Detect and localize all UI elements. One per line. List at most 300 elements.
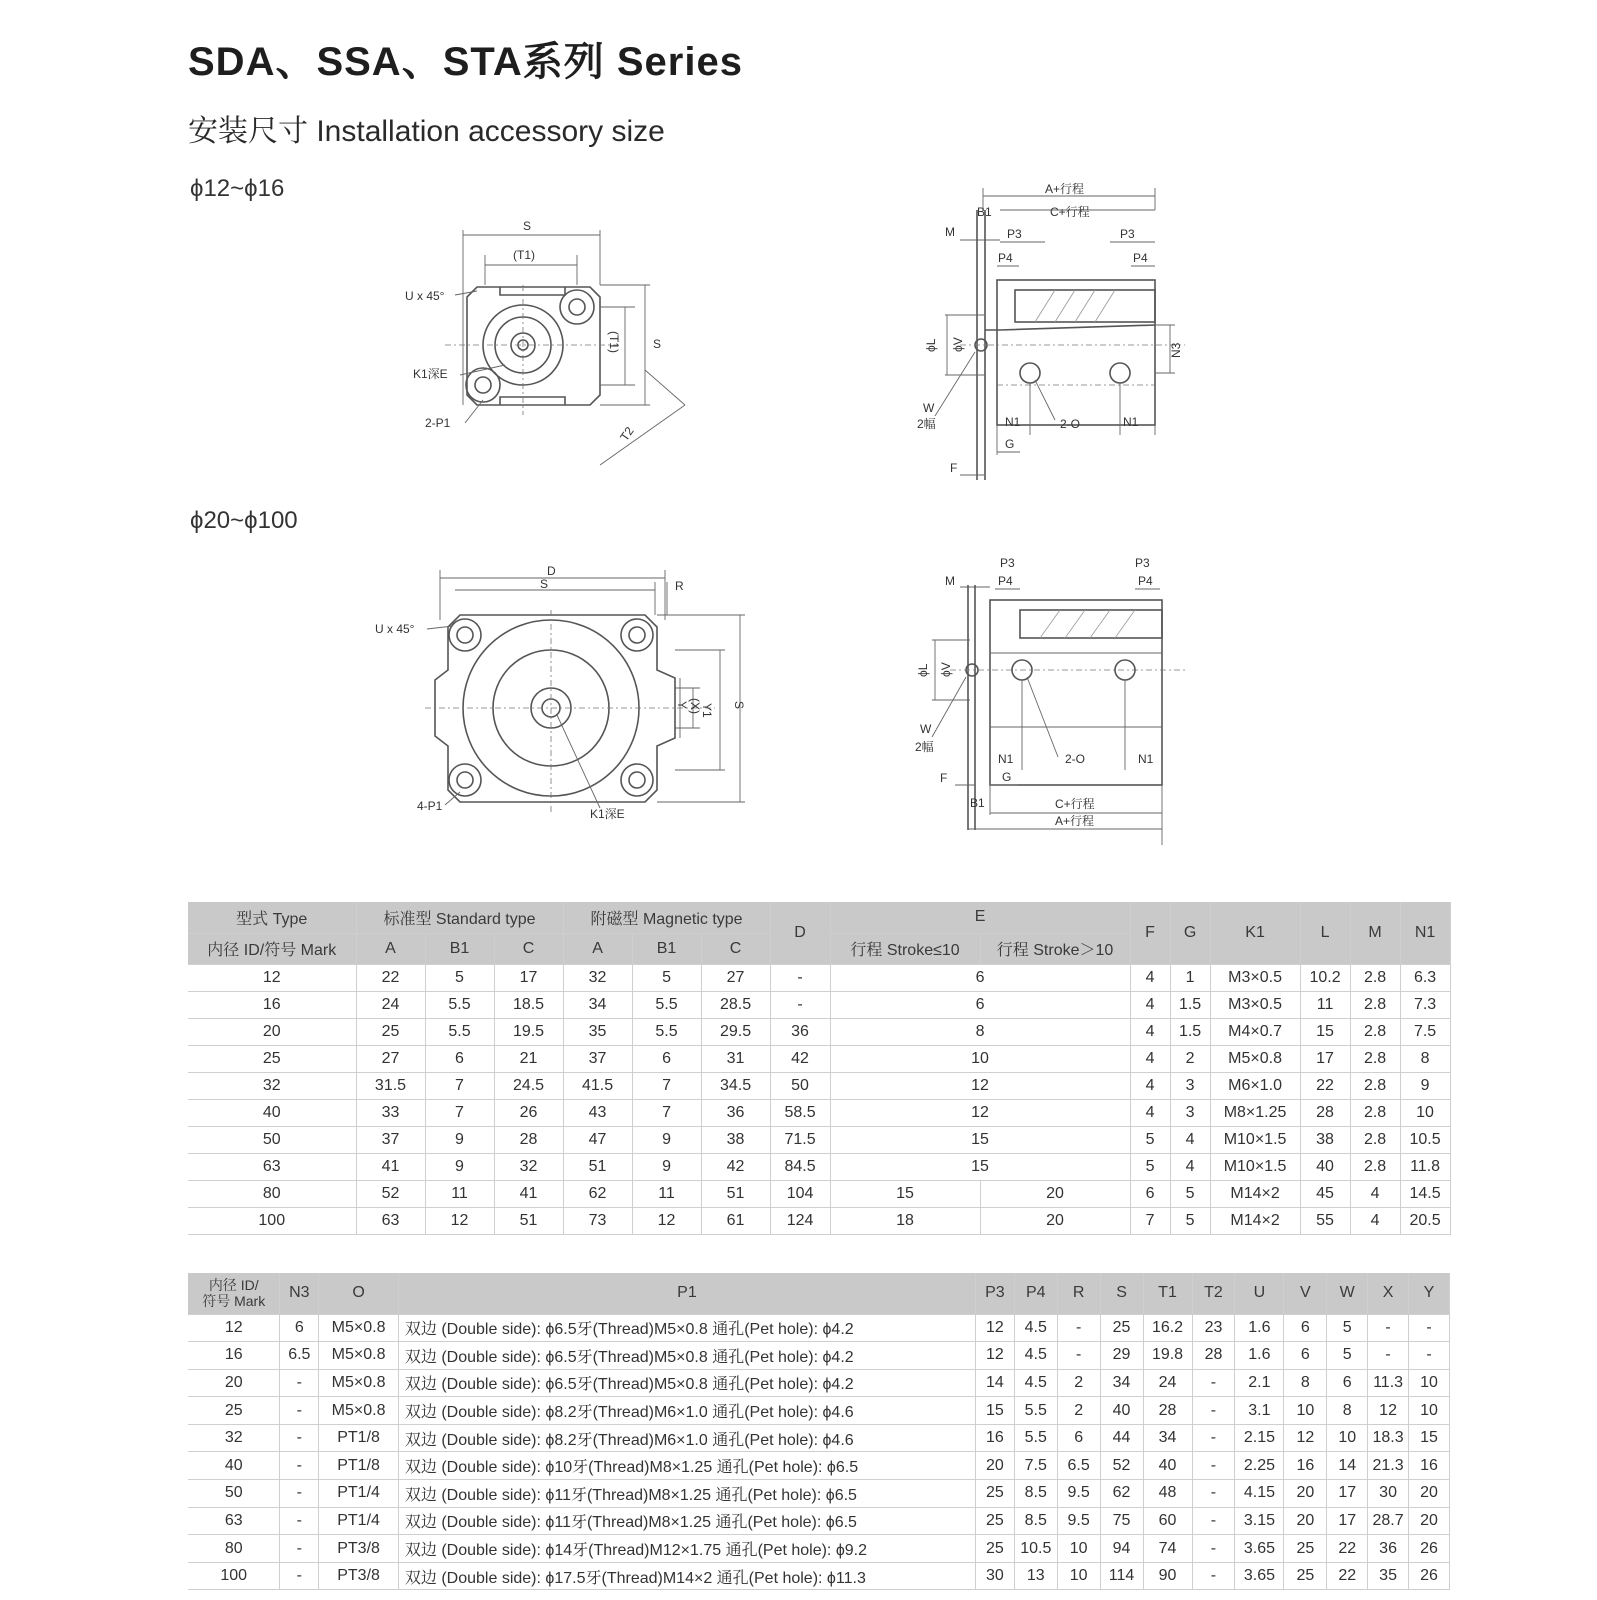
cell-sc: 41 bbox=[494, 1180, 563, 1207]
cell-s: 114 bbox=[1100, 1562, 1143, 1590]
cell-m: 2.8 bbox=[1350, 1126, 1400, 1153]
col-k1: K1 bbox=[1210, 902, 1300, 964]
cell-g: 5 bbox=[1170, 1207, 1210, 1234]
label-s-side: S bbox=[653, 337, 662, 351]
cell-y: 15 bbox=[1409, 1424, 1450, 1452]
page-subtitle: 安装尺寸 Installation accessory size bbox=[188, 115, 665, 148]
cell-ma: 43 bbox=[563, 1099, 632, 1126]
cell-r: 10 bbox=[1057, 1535, 1100, 1563]
cell-m: 2.8 bbox=[1350, 964, 1400, 991]
cell-id: 12 bbox=[188, 1314, 280, 1342]
cell-y: 10 bbox=[1409, 1369, 1450, 1397]
cell-p3: 20 bbox=[976, 1452, 1015, 1480]
section-label-small-bore: ϕ12~ϕ16 bbox=[190, 175, 285, 202]
cell-e: 6 bbox=[830, 991, 1130, 1018]
cell-t1: 16.2 bbox=[1143, 1314, 1192, 1342]
cell-o: PT3/8 bbox=[319, 1535, 399, 1563]
cell-s: 34 bbox=[1100, 1369, 1143, 1397]
table-row bbox=[188, 1342, 1450, 1370]
cell-e: 12 bbox=[830, 1099, 1130, 1126]
col2-p1: P1 bbox=[398, 1273, 975, 1314]
cell-ma: 51 bbox=[563, 1153, 632, 1180]
cell-x: 11.3 bbox=[1368, 1369, 1409, 1397]
cell-sb: 5 bbox=[425, 964, 494, 991]
cell-f: 6 bbox=[1130, 1180, 1170, 1207]
col2-p3: P3 bbox=[976, 1273, 1015, 1314]
cell-sb: 11 bbox=[425, 1180, 494, 1207]
cell-d: 104 bbox=[770, 1180, 830, 1207]
cell-sc: 26 bbox=[494, 1099, 563, 1126]
label-p4-right-large: P4 bbox=[1138, 574, 1153, 588]
cell-k1: M3×0.5 bbox=[1210, 991, 1300, 1018]
cell-l: 10.2 bbox=[1300, 964, 1350, 991]
cell-x: 36 bbox=[1368, 1535, 1409, 1563]
cell-n3: - bbox=[280, 1452, 319, 1480]
cell-y: 26 bbox=[1409, 1562, 1450, 1590]
cell-r: - bbox=[1057, 1314, 1100, 1342]
cell-s: 25 bbox=[1100, 1314, 1143, 1342]
label-b1-top: B1 bbox=[977, 205, 992, 219]
cell-n1: 14.5 bbox=[1400, 1180, 1450, 1207]
col-g: G bbox=[1170, 902, 1210, 964]
cell-sa: 52 bbox=[356, 1180, 425, 1207]
cell-f: 7 bbox=[1130, 1207, 1170, 1234]
cell-l: 38 bbox=[1300, 1126, 1350, 1153]
cell-p4: 5.5 bbox=[1014, 1397, 1057, 1425]
cell-t1: 19.8 bbox=[1143, 1342, 1192, 1370]
table-row bbox=[188, 1369, 1450, 1397]
cell-d: 36 bbox=[770, 1018, 830, 1045]
cell-v: 12 bbox=[1284, 1424, 1327, 1452]
cell-ma: 41.5 bbox=[563, 1072, 632, 1099]
col-l: L bbox=[1300, 902, 1350, 964]
cell-d: - bbox=[770, 964, 830, 991]
col-n1: N1 bbox=[1400, 902, 1450, 964]
cell-sb: 6 bbox=[425, 1045, 494, 1072]
cell-p1: 双边 (Double side): ϕ6.5牙(Thread)M5×0.8 通孔(Pet hole): ϕ4.2 bbox=[398, 1314, 975, 1342]
cell-sa: 22 bbox=[356, 964, 425, 991]
table-row bbox=[188, 991, 1450, 1018]
cell-r: 10 bbox=[1057, 1562, 1100, 1590]
table-row bbox=[188, 1480, 1450, 1508]
cell-m: 4 bbox=[1350, 1180, 1400, 1207]
cell-l: 45 bbox=[1300, 1180, 1350, 1207]
cell-mb: 5.5 bbox=[632, 1018, 701, 1045]
label-g-small: G bbox=[1005, 437, 1015, 451]
cell-f: 4 bbox=[1130, 991, 1170, 1018]
cell-t1: 28 bbox=[1143, 1397, 1192, 1425]
label-c-stroke-top: C+行程 bbox=[1050, 205, 1090, 219]
col2-v: V bbox=[1284, 1273, 1327, 1314]
cell-w: 14 bbox=[1327, 1452, 1368, 1480]
cell-f: 5 bbox=[1130, 1126, 1170, 1153]
cell-sc: 24.5 bbox=[494, 1072, 563, 1099]
cell-w: 5 bbox=[1327, 1342, 1368, 1370]
cell-p4: 8.5 bbox=[1014, 1480, 1057, 1508]
cell-l: 40 bbox=[1300, 1153, 1350, 1180]
label-f-large: F bbox=[940, 771, 948, 785]
table-row bbox=[188, 1314, 1450, 1342]
col-mag-b1: B1 bbox=[632, 933, 701, 964]
cell-r: 6 bbox=[1057, 1424, 1100, 1452]
cell-mb: 7 bbox=[632, 1072, 701, 1099]
cell-d: 42 bbox=[770, 1045, 830, 1072]
cell-id: 12 bbox=[188, 964, 356, 991]
cell-s: 62 bbox=[1100, 1480, 1143, 1508]
cell-w: 17 bbox=[1327, 1507, 1368, 1535]
cell-p3: 15 bbox=[976, 1397, 1015, 1425]
cell-l: 22 bbox=[1300, 1072, 1350, 1099]
cell-n3: - bbox=[280, 1397, 319, 1425]
label-w2-small: 2幅 bbox=[917, 417, 936, 431]
label-c-stroke-bottom: C+行程 bbox=[1055, 797, 1095, 811]
cell-o: M5×0.8 bbox=[319, 1369, 399, 1397]
cell-v: 20 bbox=[1284, 1480, 1327, 1508]
cell-g: 3 bbox=[1170, 1072, 1210, 1099]
label-l-small: ϕL bbox=[924, 338, 938, 352]
cell-n1: 7.5 bbox=[1400, 1018, 1450, 1045]
label-p3-left: P3 bbox=[1007, 227, 1022, 241]
drawing-side-small bbox=[905, 180, 1205, 490]
cell-p3: 14 bbox=[976, 1369, 1015, 1397]
cell-y: 16 bbox=[1409, 1452, 1450, 1480]
col2-s: S bbox=[1100, 1273, 1143, 1314]
cell-o: PT1/8 bbox=[319, 1424, 399, 1452]
cell-o: PT3/8 bbox=[319, 1562, 399, 1590]
cell-sc: 32 bbox=[494, 1153, 563, 1180]
cell-d: 58.5 bbox=[770, 1099, 830, 1126]
cell-t1: 60 bbox=[1143, 1507, 1192, 1535]
cell-p1: 双边 (Double side): ϕ8.2牙(Thread)M6×1.0 通孔(Pet hole): ϕ4.6 bbox=[398, 1424, 975, 1452]
col-f: F bbox=[1130, 902, 1170, 964]
cell-t2: 23 bbox=[1192, 1314, 1235, 1342]
cell-r: 9.5 bbox=[1057, 1480, 1100, 1508]
cell-d: 50 bbox=[770, 1072, 830, 1099]
label-v-small: ϕV bbox=[951, 337, 965, 352]
cell-k1: M5×0.8 bbox=[1210, 1045, 1300, 1072]
cell-mc: 34.5 bbox=[701, 1072, 770, 1099]
label-2o-large: 2-O bbox=[1065, 752, 1086, 766]
cell-p4: 7.5 bbox=[1014, 1452, 1057, 1480]
cell-e-stroke-gt: 20 bbox=[980, 1180, 1130, 1207]
cell-e: 10 bbox=[830, 1045, 1130, 1072]
cell-n1: 11.8 bbox=[1400, 1153, 1450, 1180]
col-e-stroke-gt: 行程 Stroke＞10 bbox=[980, 933, 1130, 964]
cell-sc: 51 bbox=[494, 1207, 563, 1234]
cell-sa: 31.5 bbox=[356, 1072, 425, 1099]
cell-x: 18.3 bbox=[1368, 1424, 1409, 1452]
label-m-large: M bbox=[945, 574, 955, 588]
cell-ma: 73 bbox=[563, 1207, 632, 1234]
cell-e-stroke-le: 18 bbox=[830, 1207, 980, 1234]
label-p3-left-large: P3 bbox=[1000, 556, 1015, 570]
cell-id: 50 bbox=[188, 1480, 280, 1508]
cell-v: 20 bbox=[1284, 1507, 1327, 1535]
col2-mark bbox=[188, 1273, 280, 1314]
table-row bbox=[188, 1045, 1450, 1072]
cell-n1: 10 bbox=[1400, 1099, 1450, 1126]
cell-s: 52 bbox=[1100, 1452, 1143, 1480]
cell-t1: 24 bbox=[1143, 1369, 1192, 1397]
cell-p1: 双边 (Double side): ϕ10牙(Thread)M8×1.25 通孔(Pet hole): ϕ6.5 bbox=[398, 1452, 975, 1480]
cell-t2: - bbox=[1192, 1369, 1235, 1397]
cell-p3: 12 bbox=[976, 1342, 1015, 1370]
cell-n1: 9 bbox=[1400, 1072, 1450, 1099]
cell-e: 15 bbox=[830, 1153, 1130, 1180]
cell-t1: 34 bbox=[1143, 1424, 1192, 1452]
col-std-b1: B1 bbox=[425, 933, 494, 964]
cell-x: - bbox=[1368, 1342, 1409, 1370]
cell-sa: 27 bbox=[356, 1045, 425, 1072]
cell-g: 1.5 bbox=[1170, 991, 1210, 1018]
cell-p1: 双边 (Double side): ϕ17.5牙(Thread)M14×2 通孔(Pet hole): ϕ11.3 bbox=[398, 1562, 975, 1590]
cell-t1: 74 bbox=[1143, 1535, 1192, 1563]
cell-l: 11 bbox=[1300, 991, 1350, 1018]
cell-p1: 双边 (Double side): ϕ11牙(Thread)M8×1.25 通孔(Pet hole): ϕ6.5 bbox=[398, 1507, 975, 1535]
label-2o-small: 2-O bbox=[1060, 417, 1081, 431]
label-w2-large: 2幅 bbox=[915, 740, 934, 754]
label-s-large: S bbox=[540, 577, 549, 591]
cell-o: M5×0.8 bbox=[319, 1314, 399, 1342]
cell-w: 22 bbox=[1327, 1535, 1368, 1563]
cell-mc: 29.5 bbox=[701, 1018, 770, 1045]
drawing-front-small bbox=[405, 215, 720, 490]
cell-mc: 42 bbox=[701, 1153, 770, 1180]
label-u45: U x 45° bbox=[405, 289, 445, 303]
cell-w: 22 bbox=[1327, 1562, 1368, 1590]
cell-r: 2 bbox=[1057, 1397, 1100, 1425]
cell-s: 94 bbox=[1100, 1535, 1143, 1563]
cell-sc: 28 bbox=[494, 1126, 563, 1153]
label-t1: (T1) bbox=[513, 248, 535, 262]
cell-id: 32 bbox=[188, 1072, 356, 1099]
cell-t2: - bbox=[1192, 1397, 1235, 1425]
cell-sa: 41 bbox=[356, 1153, 425, 1180]
cell-ma: 47 bbox=[563, 1126, 632, 1153]
cell-id: 40 bbox=[188, 1452, 280, 1480]
cell-p4: 4.5 bbox=[1014, 1314, 1057, 1342]
cell-u: 1.6 bbox=[1235, 1314, 1284, 1342]
label-k1e-large: K1深E bbox=[590, 807, 625, 821]
cell-mb: 12 bbox=[632, 1207, 701, 1234]
cell-sb: 9 bbox=[425, 1153, 494, 1180]
section-label-large-bore: ϕ20~ϕ100 bbox=[190, 507, 298, 534]
table-row bbox=[188, 1180, 1450, 1207]
cell-o: PT1/4 bbox=[319, 1480, 399, 1508]
cell-x: 21.3 bbox=[1368, 1452, 1409, 1480]
label-d: D bbox=[547, 564, 556, 578]
cell-w: 17 bbox=[1327, 1480, 1368, 1508]
col2-r: R bbox=[1057, 1273, 1100, 1314]
cell-v: 8 bbox=[1284, 1369, 1327, 1397]
cell-ma: 37 bbox=[563, 1045, 632, 1072]
cell-l: 28 bbox=[1300, 1099, 1350, 1126]
table-row bbox=[188, 964, 1450, 991]
label-s-side-large: S bbox=[732, 701, 746, 710]
cell-p3: 25 bbox=[976, 1507, 1015, 1535]
col2-y: Y bbox=[1409, 1273, 1450, 1314]
cell-mb: 9 bbox=[632, 1153, 701, 1180]
cell-ma: 34 bbox=[563, 991, 632, 1018]
col-magnetic-type: 附磁型 Magnetic type bbox=[563, 902, 770, 933]
cell-mc: 36 bbox=[701, 1099, 770, 1126]
cell-u: 3.15 bbox=[1235, 1507, 1284, 1535]
cell-k1: M4×0.7 bbox=[1210, 1018, 1300, 1045]
label-r: R bbox=[675, 579, 684, 593]
cell-sa: 37 bbox=[356, 1126, 425, 1153]
cell-g: 2 bbox=[1170, 1045, 1210, 1072]
cell-n3: - bbox=[280, 1424, 319, 1452]
cell-id: 80 bbox=[188, 1535, 280, 1563]
cell-m: 2.8 bbox=[1350, 1045, 1400, 1072]
cell-n1: 8 bbox=[1400, 1045, 1450, 1072]
label-n1-left-large: N1 bbox=[998, 752, 1014, 766]
col2-n3: N3 bbox=[280, 1273, 319, 1314]
cell-u: 3.1 bbox=[1235, 1397, 1284, 1425]
cell-e: 8 bbox=[830, 1018, 1130, 1045]
cell-g: 4 bbox=[1170, 1153, 1210, 1180]
label-l-large: ϕL bbox=[916, 663, 930, 677]
cell-n1: 7.3 bbox=[1400, 991, 1450, 1018]
cell-u: 3.65 bbox=[1235, 1562, 1284, 1590]
cell-ma: 62 bbox=[563, 1180, 632, 1207]
cell-n1: 10.5 bbox=[1400, 1126, 1450, 1153]
cell-x: 12 bbox=[1368, 1397, 1409, 1425]
cell-v: 25 bbox=[1284, 1562, 1327, 1590]
cell-n3: - bbox=[280, 1507, 319, 1535]
cell-p4: 5.5 bbox=[1014, 1424, 1057, 1452]
label-v-large: ϕV bbox=[939, 662, 953, 677]
table-row bbox=[188, 1507, 1450, 1535]
cell-u: 1.6 bbox=[1235, 1342, 1284, 1370]
cell-g: 1.5 bbox=[1170, 1018, 1210, 1045]
cell-t2: - bbox=[1192, 1480, 1235, 1508]
cell-t2: - bbox=[1192, 1535, 1235, 1563]
col2-t1: T1 bbox=[1143, 1273, 1192, 1314]
cell-g: 3 bbox=[1170, 1099, 1210, 1126]
cell-p3: 16 bbox=[976, 1424, 1015, 1452]
cell-u: 2.1 bbox=[1235, 1369, 1284, 1397]
cell-r: 9.5 bbox=[1057, 1507, 1100, 1535]
cell-f: 4 bbox=[1130, 1045, 1170, 1072]
cell-w: 5 bbox=[1327, 1314, 1368, 1342]
cell-p4: 8.5 bbox=[1014, 1507, 1057, 1535]
cell-id: 20 bbox=[188, 1369, 280, 1397]
cell-o: M5×0.8 bbox=[319, 1397, 399, 1425]
cell-p4: 4.5 bbox=[1014, 1342, 1057, 1370]
table-row bbox=[188, 1153, 1450, 1180]
cell-sb: 9 bbox=[425, 1126, 494, 1153]
label-a-stroke-bottom: A+行程 bbox=[1055, 814, 1095, 828]
cell-d: 124 bbox=[770, 1207, 830, 1234]
col2-t2: T2 bbox=[1192, 1273, 1235, 1314]
col-m: M bbox=[1350, 902, 1400, 964]
cell-p3: 25 bbox=[976, 1535, 1015, 1563]
cell-d: 84.5 bbox=[770, 1153, 830, 1180]
cell-ma: 35 bbox=[563, 1018, 632, 1045]
cell-sb: 7 bbox=[425, 1099, 494, 1126]
cell-w: 6 bbox=[1327, 1369, 1368, 1397]
cell-t1: 90 bbox=[1143, 1562, 1192, 1590]
cell-f: 4 bbox=[1130, 1072, 1170, 1099]
label-n3: N3 bbox=[1169, 342, 1183, 358]
cell-y: 26 bbox=[1409, 1535, 1450, 1563]
cell-l: 17 bbox=[1300, 1045, 1350, 1072]
cell-mc: 51 bbox=[701, 1180, 770, 1207]
cell-e: 6 bbox=[830, 964, 1130, 991]
cell-o: PT1/8 bbox=[319, 1452, 399, 1480]
cell-g: 4 bbox=[1170, 1126, 1210, 1153]
cell-n3: - bbox=[280, 1369, 319, 1397]
table-row bbox=[188, 1535, 1450, 1563]
label-u45-large: U x 45° bbox=[375, 622, 415, 636]
col2-u: U bbox=[1235, 1273, 1284, 1314]
col-std-c: C bbox=[494, 933, 563, 964]
col-mag-c: C bbox=[701, 933, 770, 964]
label-p3-right: P3 bbox=[1120, 227, 1135, 241]
cell-p3: 30 bbox=[976, 1562, 1015, 1590]
label-a-stroke-top: A+行程 bbox=[1045, 182, 1085, 196]
cell-p4: 13 bbox=[1014, 1562, 1057, 1590]
cell-t2: - bbox=[1192, 1452, 1235, 1480]
cell-mc: 38 bbox=[701, 1126, 770, 1153]
col-standard-type: 标准型 Standard type bbox=[356, 902, 563, 933]
cell-k1: M6×1.0 bbox=[1210, 1072, 1300, 1099]
label-g-large: G bbox=[1002, 770, 1012, 784]
label-p4-right: P4 bbox=[1133, 251, 1148, 265]
cell-id: 80 bbox=[188, 1180, 356, 1207]
col2-x: X bbox=[1368, 1273, 1409, 1314]
cell-f: 4 bbox=[1130, 964, 1170, 991]
cell-l: 15 bbox=[1300, 1018, 1350, 1045]
col-type: 型式 Type bbox=[188, 902, 356, 933]
cell-d: 71.5 bbox=[770, 1126, 830, 1153]
col2-w: W bbox=[1327, 1273, 1368, 1314]
cell-n1: 20.5 bbox=[1400, 1207, 1450, 1234]
col-mag-a: A bbox=[563, 933, 632, 964]
cell-x: - bbox=[1368, 1314, 1409, 1342]
label-t1-side: (T1) bbox=[607, 331, 621, 353]
col-e-stroke-le: 行程 Stroke≤10 bbox=[830, 933, 980, 964]
label-k1e: K1深E bbox=[413, 367, 448, 381]
cell-o: PT1/4 bbox=[319, 1507, 399, 1535]
cell-n1: 6.3 bbox=[1400, 964, 1450, 991]
cell-mb: 9 bbox=[632, 1126, 701, 1153]
cell-v: 25 bbox=[1284, 1535, 1327, 1563]
cell-sb: 7 bbox=[425, 1072, 494, 1099]
cell-r: 6.5 bbox=[1057, 1452, 1100, 1480]
cell-id: 40 bbox=[188, 1099, 356, 1126]
cell-r: 2 bbox=[1057, 1369, 1100, 1397]
drawing-side-large bbox=[910, 555, 1210, 855]
cell-n3: 6.5 bbox=[280, 1342, 319, 1370]
cell-id: 16 bbox=[188, 1342, 280, 1370]
cell-f: 5 bbox=[1130, 1153, 1170, 1180]
col-d: D bbox=[770, 902, 830, 964]
cell-mc: 28.5 bbox=[701, 991, 770, 1018]
table-2-header-row bbox=[188, 1273, 1450, 1314]
cell-sa: 63 bbox=[356, 1207, 425, 1234]
cell-mb: 5 bbox=[632, 964, 701, 991]
cell-p1: 双边 (Double side): ϕ8.2牙(Thread)M6×1.0 通孔(Pet hole): ϕ4.6 bbox=[398, 1397, 975, 1425]
table-row bbox=[188, 1207, 1450, 1234]
table-row bbox=[188, 1397, 1450, 1425]
cell-x: 28.7 bbox=[1368, 1507, 1409, 1535]
cell-o: M5×0.8 bbox=[319, 1342, 399, 1370]
label-n1-left: N1 bbox=[1005, 415, 1021, 429]
cell-t1: 48 bbox=[1143, 1480, 1192, 1508]
cell-sa: 24 bbox=[356, 991, 425, 1018]
